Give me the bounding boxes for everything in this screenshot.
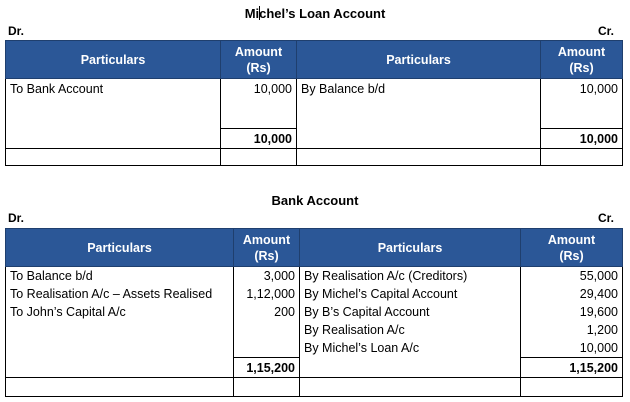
bank-row (6, 285, 623, 303)
bank-credit-particulars-header: Particulars (300, 229, 521, 267)
loan-debit-particular: To Bank Account (6, 79, 221, 99)
bank-closing-row (6, 378, 623, 397)
loan-row (6, 79, 623, 99)
loan-cr-label: Cr. (597, 24, 614, 38)
bank-account-table (5, 228, 623, 397)
bank-debit-particular: To Realisation A/c – Assets Realised (6, 285, 234, 303)
bank-row (6, 321, 623, 339)
bank-credit-amount: 55,000 (521, 267, 623, 286)
loan-closing-row (6, 149, 623, 166)
loan-blank-row (6, 99, 623, 129)
loan-debit-amount: 10,000 (221, 79, 297, 99)
loan-credit-amount-header: Amount (Rs) (541, 41, 623, 79)
bank-header-row (6, 229, 623, 267)
loan-total-row (6, 129, 623, 149)
loan-account-title: Michel’s Loan Account (244, 6, 386, 21)
bank-debit-particular: To Balance b/d (6, 267, 234, 286)
bank-total-credit: 1,15,200 (521, 358, 623, 378)
bank-row (6, 267, 623, 286)
bank-row (6, 303, 623, 321)
bank-debit-amount-header: Amount (Rs) (234, 229, 300, 267)
bank-account-title: Bank Account (271, 193, 359, 208)
bank-debit-amount: 200 (234, 303, 300, 321)
bank-debit-amount: 3,000 (234, 267, 300, 286)
loan-credit-amount: 10,000 (541, 79, 623, 99)
bank-credit-particular: By Realisation A/c (300, 321, 521, 339)
bank-credit-particular: By Realisation A/c (Creditors) (300, 267, 521, 286)
bank-credit-particular: By B’s Capital Account (300, 303, 521, 321)
loan-account-table (5, 40, 623, 166)
loan-credit-particulars-header: Particulars (297, 41, 541, 79)
bank-credit-particular: By Michel’s Loan A/c (300, 339, 521, 358)
bank-credit-amount: 29,400 (521, 285, 623, 303)
bank-credit-particular: By Michel’s Capital Account (300, 285, 521, 303)
bank-credit-amount: 19,600 (521, 303, 623, 321)
bank-credit-amount: 1,200 (521, 321, 623, 339)
loan-dr-label: Dr. (8, 24, 25, 38)
bank-total-debit: 1,15,200 (234, 358, 300, 378)
loan-total-debit: 10,000 (221, 129, 297, 149)
bank-debit-amount: 1,12,000 (234, 285, 300, 303)
bank-cr-label: Cr. (597, 211, 614, 225)
loan-credit-particular: By Balance b/d (297, 79, 541, 99)
loan-debit-particulars-header: Particulars (6, 41, 221, 79)
bank-debit-particular: To John’s Capital A/c (6, 303, 234, 321)
bank-credit-amount: 10,000 (521, 339, 623, 358)
loan-total-credit: 10,000 (541, 129, 623, 149)
bank-debit-particulars-header: Particulars (6, 229, 234, 267)
bank-credit-amount-header: Amount (Rs) (521, 229, 623, 267)
loan-debit-amount-header: Amount (Rs) (221, 41, 297, 79)
loan-header-row (6, 41, 623, 79)
bank-dr-label: Dr. (8, 211, 25, 225)
bank-row (6, 339, 623, 358)
bank-total-row (6, 358, 623, 378)
